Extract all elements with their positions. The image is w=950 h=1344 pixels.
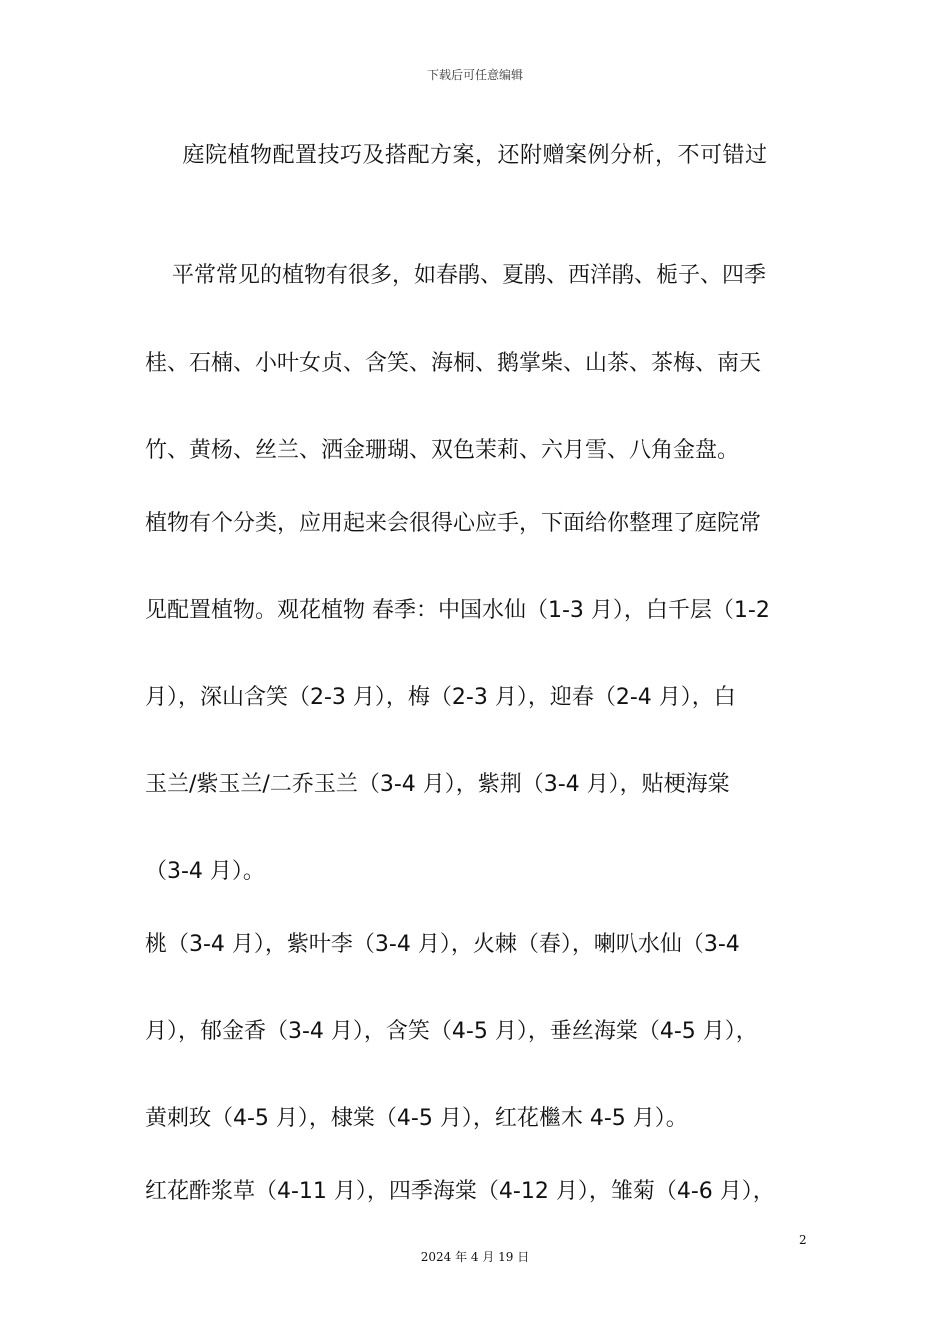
body-line-7: 玉兰/紫玉兰/二乔玉兰（3-4 月），紫荆（3-4 月），贴梗海棠 bbox=[145, 772, 730, 797]
footer-date: 2024 年 4 月 19 日 bbox=[420, 1250, 530, 1264]
document-title: 庭院植物配置技巧及搭配方案，还附赠案例分析，不可错过 bbox=[182, 143, 768, 168]
body-line-10: 月），郁金香（3-4 月），含笑（4-5 月），垂丝海棠（4-5 月）， bbox=[145, 1019, 758, 1044]
body-line-4: 植物有个分类，应用起来会很得心应手，下面给你整理了庭院常 bbox=[145, 511, 762, 536]
body-line-6: 月），深山含笑（2-3 月），梅（2-3 月），迎春（2-4 月），白 bbox=[145, 685, 736, 710]
body-line-9: 桃（3-4 月），紫叶李（3-4 月），火棘（春），喇叭水仙（3-4 bbox=[145, 932, 740, 957]
body-line-2: 桂、石楠、小叶女贞、含笑、海桐、鹅掌柴、山茶、茶梅、南天 bbox=[145, 351, 762, 376]
header-note: 下载后可任意编辑 bbox=[426, 68, 523, 82]
body-line-3: 竹、黄杨、丝兰、洒金珊瑚、双色茉莉、六月雪、八角金盘。 bbox=[145, 438, 740, 463]
page-number: 2 bbox=[799, 1233, 807, 1247]
body-line-5: 见配置植物。观花植物 春季：中国水仙（1-3 月），白千层（1-2 bbox=[145, 598, 770, 623]
body-line-1: 平常常见的植物有很多，如春鹃、夏鹃、西洋鹃、栀子、四季 bbox=[172, 263, 767, 288]
body-line-11: 黄刺玫（4-5 月），棣棠（4-5 月），红花檵木 4-5 月）。 bbox=[145, 1106, 688, 1131]
body-line-12: 红花酢浆草（4-11 月），四季海棠（4-12 月），雏菊（4-6 月）， bbox=[145, 1179, 775, 1204]
body-line-8: （3-4 月）。 bbox=[145, 859, 265, 884]
